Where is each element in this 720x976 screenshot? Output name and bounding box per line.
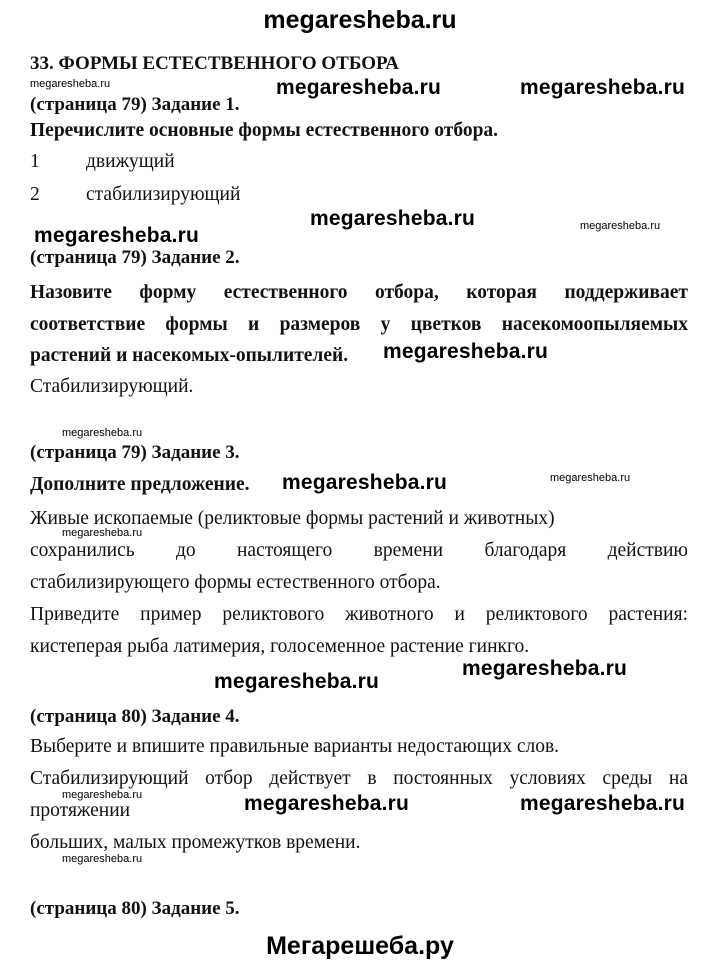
- task2-question-line-2: [30, 314, 688, 336]
- task4-header: (страница 80) Задание 4.: [30, 706, 240, 727]
- task3-instruction: Дополните предложение.: [30, 474, 250, 495]
- task2-question-line-3: растений и насекомых-опылителей.: [30, 345, 349, 366]
- task5-header: (страница 80) Задание 5.: [30, 898, 240, 919]
- site-header: megaresheba.ru: [263, 6, 457, 34]
- task1-item-1-num: 1: [30, 151, 40, 172]
- task3-line-4-text: Приведите пример реликтового животного и реликтового растения:: [30, 604, 688, 625]
- task4-line-3: протяжении: [30, 800, 131, 821]
- task3-header: (страница 79) Задание 3.: [30, 442, 240, 463]
- watermark: megaresheba.ru: [214, 670, 380, 693]
- task2-question-text: соответствие формы и размеров у цветков насекомоопыляемых: [30, 314, 688, 335]
- watermark: megaresheba.ru: [62, 789, 143, 801]
- watermark: megaresheba.ru: [580, 220, 661, 232]
- task3-line-4: [30, 604, 688, 626]
- site-footer: Мегарешеба.ру: [266, 932, 454, 960]
- task2-answer: Стабилизирующий.: [30, 376, 194, 397]
- watermark: megaresheba.ru: [462, 657, 628, 680]
- section-title: 33. ФОРМЫ ЕСТЕСТВЕННОГО ОТБОРА: [30, 53, 399, 74]
- watermark: megaresheba.ru: [383, 340, 549, 363]
- watermark: megaresheba.ru: [30, 78, 111, 90]
- watermark: megaresheba.ru: [62, 853, 143, 865]
- task4-line-1: Выберите и впишите правильные варианты недостающих слов.: [30, 736, 560, 757]
- watermark: megaresheba.ru: [34, 224, 200, 247]
- watermark: megaresheba.ru: [282, 471, 448, 494]
- task3-line-2: [30, 540, 688, 562]
- watermark: megaresheba.ru: [520, 76, 686, 99]
- task2-question-text: Назовите форму естественного отбора, которая поддерживает: [30, 282, 688, 303]
- watermark: megaresheba.ru: [550, 472, 631, 484]
- task1-question: Перечислите основные формы естественного отбора.: [30, 120, 499, 141]
- watermark: megaresheba.ru: [62, 527, 143, 539]
- watermark: megaresheba.ru: [276, 76, 442, 99]
- task3-line-1: Живые ископаемые (реликтовые формы растений и животных): [30, 508, 555, 529]
- task1-item-1-text: движущий: [86, 151, 175, 172]
- task3-line-3: стабилизирующего формы естественного отбора.: [30, 572, 441, 593]
- watermark: megaresheba.ru: [244, 792, 410, 815]
- watermark: megaresheba.ru: [310, 207, 476, 230]
- task1-item-2-text: стабилизирующий: [86, 184, 241, 205]
- task1-item-2-num: 2: [30, 184, 40, 205]
- task2-question-line-1: [30, 282, 688, 304]
- task2-header: (страница 79) Задание 2.: [30, 247, 240, 268]
- task3-line-2-text: сохранились до настоящего времени благодаря действию: [30, 540, 688, 561]
- watermark: megaresheba.ru: [520, 792, 686, 815]
- task3-line-5: кистеперая рыба латимерия, голосеменное растение гинкго.: [30, 636, 530, 657]
- task4-line-4: больших, малых промежутков времени.: [30, 832, 361, 853]
- task4-line-2-text: Стабилизирующий отбор действует в постоянных условиях среды на: [30, 768, 688, 789]
- watermark: megaresheba.ru: [62, 427, 143, 439]
- task1-header: (страница 79) Задание 1.: [30, 94, 240, 115]
- task4-line-2: [30, 768, 688, 790]
